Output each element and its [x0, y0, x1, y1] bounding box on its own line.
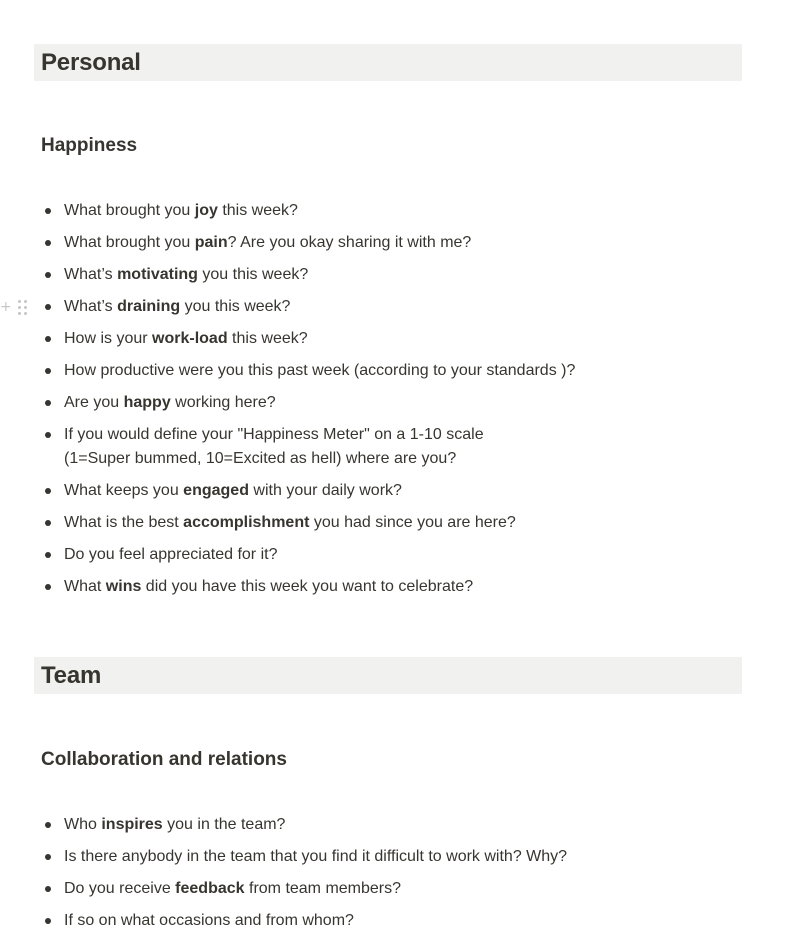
- bullet-icon: [45, 584, 51, 590]
- subheading-happiness[interactable]: Happiness: [41, 135, 138, 156]
- bullet-icon: [45, 918, 51, 924]
- list-item[interactable]: What brought you pain? Are you okay sharing it with me?: [40, 231, 740, 255]
- list-item[interactable]: Are you happy working here?: [40, 391, 740, 415]
- block-handle[interactable]: [0, 298, 27, 316]
- bullet-icon: [45, 336, 51, 342]
- bullet-icon: [45, 488, 51, 494]
- bullet-icon: [45, 208, 51, 214]
- list-item[interactable]: What is the best accomplishment you had since you are here?: [40, 511, 740, 535]
- list-item[interactable]: Do you receive feedback from team members?: [40, 877, 740, 901]
- list-item[interactable]: How is your work-load this week?: [40, 327, 740, 351]
- list-item[interactable]: If so on what occasions and from whom?: [40, 909, 740, 933]
- section-heading-personal[interactable]: [34, 44, 742, 81]
- drag-handle-icon[interactable]: [18, 300, 27, 315]
- add-block-icon[interactable]: +: [0, 299, 12, 315]
- happiness-question-list: [40, 199, 740, 607]
- list-item[interactable]: Do you feel appreciated for it?: [40, 543, 740, 567]
- bullet-icon: [45, 822, 51, 828]
- bullet-icon: [45, 886, 51, 892]
- bullet-icon: [45, 368, 51, 374]
- list-item[interactable]: Who inspires you in the team?: [40, 813, 740, 837]
- team-question-list: [40, 813, 740, 941]
- list-item[interactable]: What brought you joy this week?: [40, 199, 740, 223]
- bullet-icon: [45, 854, 51, 860]
- section-title: Team: [41, 661, 102, 689]
- bullet-icon: [45, 304, 51, 310]
- section-heading-team[interactable]: [34, 657, 742, 694]
- bullet-icon: [45, 432, 51, 438]
- section-title: Personal: [41, 48, 141, 76]
- bullet-icon: [45, 272, 51, 278]
- list-item[interactable]: If you would define your "Happiness Meter" on a 1-10 scale (1=Super bummed, 10=Excited as hell) where are you?: [40, 423, 740, 471]
- list-item[interactable]: What wins did you have this week you want to celebrate?: [40, 575, 740, 599]
- bullet-icon: [45, 520, 51, 526]
- bullet-icon: [45, 400, 51, 406]
- bullet-icon: [45, 552, 51, 558]
- list-item[interactable]: Is there anybody in the team that you find it difficult to work with? Why?: [40, 845, 740, 869]
- bullet-icon: [45, 240, 51, 246]
- list-item[interactable]: How productive were you this past week (according to your standards )?: [40, 359, 740, 383]
- list-item[interactable]: What’s motivating you this week?: [40, 263, 740, 287]
- list-item[interactable]: What keeps you engaged with your daily work?: [40, 479, 740, 503]
- subheading-collaboration[interactable]: Collaboration and relations: [41, 749, 287, 770]
- list-item[interactable]: What’s draining you this week?: [40, 295, 740, 319]
